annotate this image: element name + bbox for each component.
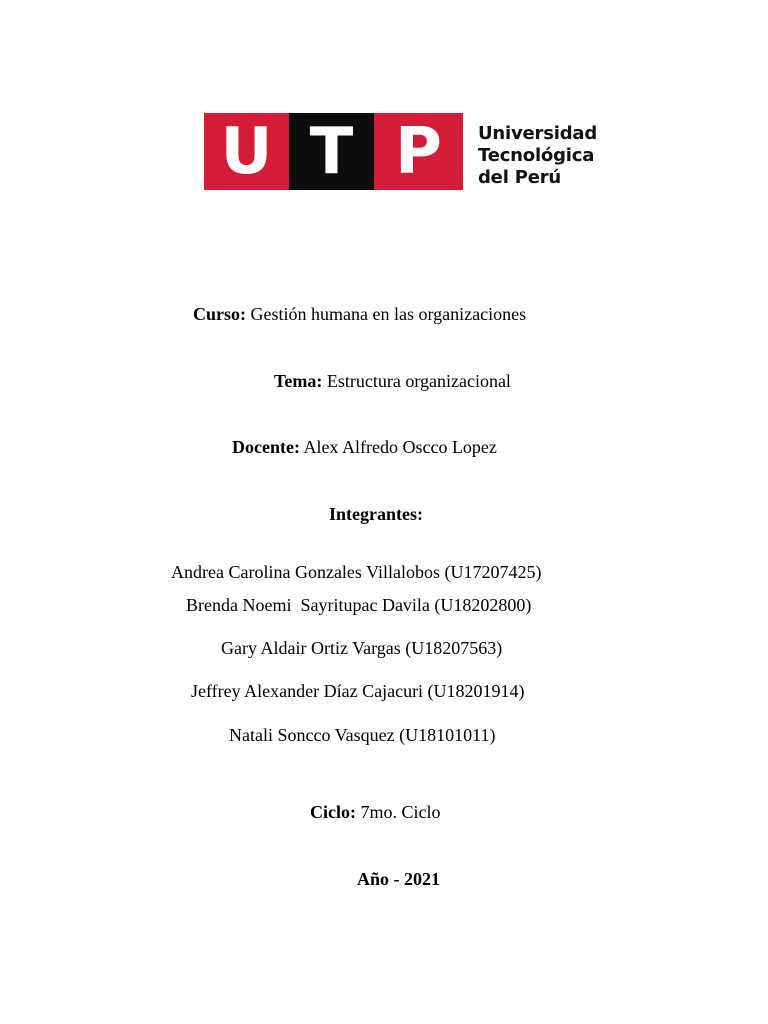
teacher-value: Alex Alfredo Oscco Lopez	[303, 437, 497, 457]
member-item: Brenda Noemi Sayritupac Davila (U18202800)	[186, 595, 532, 615]
year-text: Año - 2021	[357, 869, 441, 889]
university-name	[478, 123, 597, 189]
course-label: Curso:	[193, 304, 246, 324]
members-label: Integrantes:	[329, 504, 423, 524]
member-item: Andrea Carolina Gonzales Villalobos (U17207425)	[171, 562, 542, 582]
teacher-label: Docente:	[232, 437, 300, 457]
member-item: Jeffrey Alexander Díaz Cajacuri (U18201914)	[191, 681, 525, 701]
logo-letter-t: T	[289, 113, 374, 190]
members-heading	[0, 503, 768, 525]
logo-letter-p: P	[374, 113, 463, 190]
university-name-line: del Perú	[478, 167, 562, 188]
cycle-label: Ciclo:	[310, 802, 356, 822]
utp-logo	[204, 113, 463, 190]
topic-label: Tema:	[274, 371, 323, 391]
university-name-line: Tecnológica	[478, 145, 595, 166]
course-line	[0, 303, 768, 325]
university-name-line: Universidad	[478, 123, 598, 144]
cycle-value: 7mo. Ciclo	[360, 802, 441, 822]
logo-letter-u: U	[204, 113, 289, 190]
cycle-line	[0, 801, 768, 823]
teacher-line	[0, 436, 768, 458]
member-item: Natali Soncco Vasquez (U18101011)	[229, 725, 496, 745]
year-line	[0, 868, 768, 890]
topic-value: Estructura organizacional	[326, 371, 511, 391]
topic-line	[0, 370, 768, 392]
member-item: Gary Aldair Ortiz Vargas (U18207563)	[221, 638, 503, 658]
course-value: Gestión humana en las organizaciones	[250, 304, 527, 324]
